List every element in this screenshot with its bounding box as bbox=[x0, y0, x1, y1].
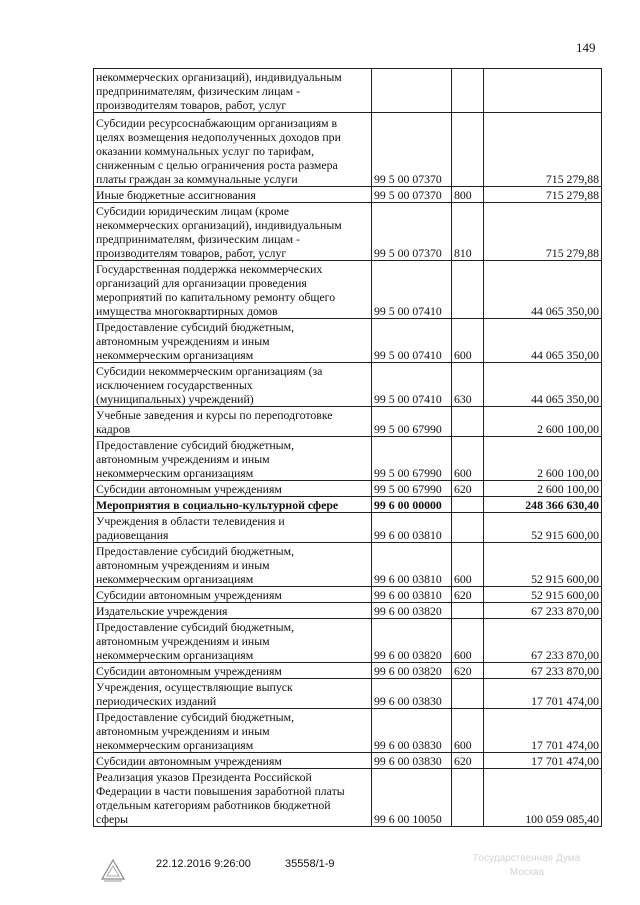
table-row bbox=[94, 769, 602, 827]
row-code-cell: 99 5 00 07410 bbox=[372, 319, 452, 363]
row-amount-cell: 17 701 474,00 bbox=[484, 753, 602, 769]
table-row bbox=[94, 203, 602, 261]
table-row bbox=[94, 543, 602, 587]
row-expense-type-cell: 810 bbox=[452, 203, 484, 261]
row-name-cell: некоммерческих организаций), индивидуальным предпринимателям, физическим лицам - производителям товаров, работ, услуг bbox=[94, 69, 372, 113]
row-expense-type-cell bbox=[452, 513, 484, 543]
table-row bbox=[94, 481, 602, 497]
row-name-cell: Государственная поддержка некоммерческих организаций для организации проведения мероприятий по капитальному ремонту общего имущества многоквартирных домов bbox=[94, 261, 372, 319]
table-row bbox=[94, 709, 602, 753]
row-amount-cell bbox=[484, 69, 602, 113]
row-amount-cell: 17 701 474,00 bbox=[484, 679, 602, 709]
table-row bbox=[94, 69, 602, 113]
row-expense-type-cell bbox=[452, 113, 484, 187]
row-expense-type-cell: 600 bbox=[452, 543, 484, 587]
page-number: 149 bbox=[576, 40, 596, 55]
row-amount-cell: 100 059 085,40 bbox=[484, 769, 602, 827]
row-expense-type-cell bbox=[452, 261, 484, 319]
row-expense-type-cell bbox=[452, 603, 484, 619]
row-code-cell: 99 5 00 67990 bbox=[372, 437, 452, 481]
row-expense-type-cell bbox=[452, 679, 484, 709]
row-code-cell: 99 5 00 07370 bbox=[372, 203, 452, 261]
row-name-cell: Учреждения, осуществляющие выпуск периодических изданий bbox=[94, 679, 372, 709]
table-row bbox=[94, 753, 602, 769]
row-name-cell: Субсидии автономным учреждениям bbox=[94, 587, 372, 603]
row-code-cell: 99 5 00 67990 bbox=[372, 407, 452, 437]
table-row bbox=[94, 113, 602, 187]
row-name-cell: Иные бюджетные ассигнования bbox=[94, 187, 372, 203]
row-name-cell: Издательские учреждения bbox=[94, 603, 372, 619]
watermark-line: Москва bbox=[509, 867, 545, 878]
row-amount-cell: 67 233 870,00 bbox=[484, 619, 602, 663]
row-code-cell bbox=[372, 69, 452, 113]
row-amount-cell: 44 065 350,00 bbox=[484, 363, 602, 407]
row-name-cell: Мероприятия в социально-культурной сфере bbox=[94, 497, 372, 513]
row-amount-cell: 52 915 600,00 bbox=[484, 543, 602, 587]
watermark-line: Государственная Дума bbox=[473, 853, 581, 864]
row-code-cell: 99 6 00 03820 bbox=[372, 619, 452, 663]
table-row bbox=[94, 437, 602, 481]
table-row bbox=[94, 513, 602, 543]
row-code-cell: 99 5 00 07410 bbox=[372, 363, 452, 407]
row-name-cell: Предоставление субсидий бюджетным, автономным учреждениям и иным некоммерческим организациям bbox=[94, 319, 372, 363]
table-row bbox=[94, 679, 602, 709]
row-name-cell: Субсидии автономным учреждениям bbox=[94, 663, 372, 679]
row-name-cell: Субсидии юридическим лицам (кроме некоммерческих организаций), индивидуальным предпринимателям, физическим лицам - производителям товаров, работ, услуг bbox=[94, 203, 372, 261]
row-amount-cell: 67 233 870,00 bbox=[484, 603, 602, 619]
row-expense-type-cell bbox=[452, 69, 484, 113]
table-row bbox=[94, 587, 602, 603]
row-name-cell: Учебные заведения и курсы по переподготовке кадров bbox=[94, 407, 372, 437]
row-expense-type-cell: 600 bbox=[452, 319, 484, 363]
watermark bbox=[452, 852, 602, 880]
row-amount-cell: 715 279,88 bbox=[484, 203, 602, 261]
row-amount-cell: 715 279,88 bbox=[484, 113, 602, 187]
table-row bbox=[94, 497, 602, 513]
row-amount-cell: 2 600 100,00 bbox=[484, 481, 602, 497]
row-name-cell: Реализация указов Президента Российской Федерации в части повышения заработной платы отдельным категориям работников бюджетной сферы bbox=[94, 769, 372, 827]
table-row bbox=[94, 261, 602, 319]
row-expense-type-cell bbox=[452, 497, 484, 513]
table-row bbox=[94, 663, 602, 679]
row-name-cell: Предоставление субсидий бюджетным, автономным учреждениям и иным некоммерческим организациям bbox=[94, 543, 372, 587]
row-amount-cell: 67 233 870,00 bbox=[484, 663, 602, 679]
row-name-cell: Учреждения в области телевидения и радиовещания bbox=[94, 513, 372, 543]
row-code-cell: 99 6 00 03810 bbox=[372, 587, 452, 603]
row-code-cell: 99 6 00 03830 bbox=[372, 679, 452, 709]
row-expense-type-cell: 600 bbox=[452, 437, 484, 481]
row-amount-cell: 44 065 350,00 bbox=[484, 261, 602, 319]
row-code-cell: 99 5 00 07370 bbox=[372, 187, 452, 203]
table-row bbox=[94, 363, 602, 407]
row-name-cell: Предоставление субсидий бюджетным, автономным учреждениям и иным некоммерческим организациям bbox=[94, 437, 372, 481]
table-row bbox=[94, 407, 602, 437]
table-row bbox=[94, 187, 602, 203]
row-code-cell: 99 5 00 07410 bbox=[372, 261, 452, 319]
row-code-cell: 99 6 00 03810 bbox=[372, 513, 452, 543]
row-amount-cell: 248 366 630,40 bbox=[484, 497, 602, 513]
row-expense-type-cell: 620 bbox=[452, 663, 484, 679]
table-row bbox=[94, 319, 602, 363]
row-code-cell: 99 6 00 03830 bbox=[372, 709, 452, 753]
row-amount-cell: 2 600 100,00 bbox=[484, 407, 602, 437]
footer-date: 22.12.2016 9:26:00 bbox=[156, 858, 251, 870]
row-name-cell: Субсидии ресурсоснабжающим организациям в целях возмещения недополученных доходов при оказании коммунальных услуг по тарифам, сниженным с целью ограничения роста размера платы граждан за коммунальные услуги bbox=[94, 113, 372, 187]
budget-table bbox=[93, 68, 602, 827]
table-row bbox=[94, 619, 602, 663]
row-code-cell: 99 6 00 03820 bbox=[372, 603, 452, 619]
row-expense-type-cell: 800 bbox=[452, 187, 484, 203]
table-row bbox=[94, 603, 602, 619]
logo-icon bbox=[100, 858, 126, 882]
row-name-cell: Субсидии некоммерческим организациям (за исключением государственных (муниципальных) учреждений) bbox=[94, 363, 372, 407]
row-name-cell: Субсидии автономным учреждениям bbox=[94, 753, 372, 769]
row-code-cell: 99 6 00 03820 bbox=[372, 663, 452, 679]
row-amount-cell: 52 915 600,00 bbox=[484, 513, 602, 543]
row-expense-type-cell: 630 bbox=[452, 363, 484, 407]
row-amount-cell: 715 279,88 bbox=[484, 187, 602, 203]
row-expense-type-cell: 600 bbox=[452, 619, 484, 663]
row-code-cell: 99 5 00 07370 bbox=[372, 113, 452, 187]
row-code-cell: 99 6 00 10050 bbox=[372, 769, 452, 827]
row-code-cell: 99 6 00 03810 bbox=[372, 543, 452, 587]
row-amount-cell: 52 915 600,00 bbox=[484, 587, 602, 603]
row-code-cell: 99 6 00 00000 bbox=[372, 497, 452, 513]
row-expense-type-cell: 620 bbox=[452, 753, 484, 769]
row-code-cell: 99 6 00 03830 bbox=[372, 753, 452, 769]
footer-doc-number: 35558/1-9 bbox=[285, 858, 335, 870]
row-expense-type-cell bbox=[452, 769, 484, 827]
row-expense-type-cell: 600 bbox=[452, 709, 484, 753]
row-amount-cell: 17 701 474,00 bbox=[484, 709, 602, 753]
row-name-cell: Субсидии автономным учреждениям bbox=[94, 481, 372, 497]
row-expense-type-cell: 620 bbox=[452, 587, 484, 603]
row-name-cell: Предоставление субсидий бюджетным, автономным учреждениям и иным некоммерческим организациям bbox=[94, 619, 372, 663]
row-expense-type-cell: 620 bbox=[452, 481, 484, 497]
row-code-cell: 99 5 00 67990 bbox=[372, 481, 452, 497]
row-name-cell: Предоставление субсидий бюджетным, автономным учреждениям и иным некоммерческим организациям bbox=[94, 709, 372, 753]
row-expense-type-cell bbox=[452, 407, 484, 437]
row-amount-cell: 44 065 350,00 bbox=[484, 319, 602, 363]
row-amount-cell: 2 600 100,00 bbox=[484, 437, 602, 481]
